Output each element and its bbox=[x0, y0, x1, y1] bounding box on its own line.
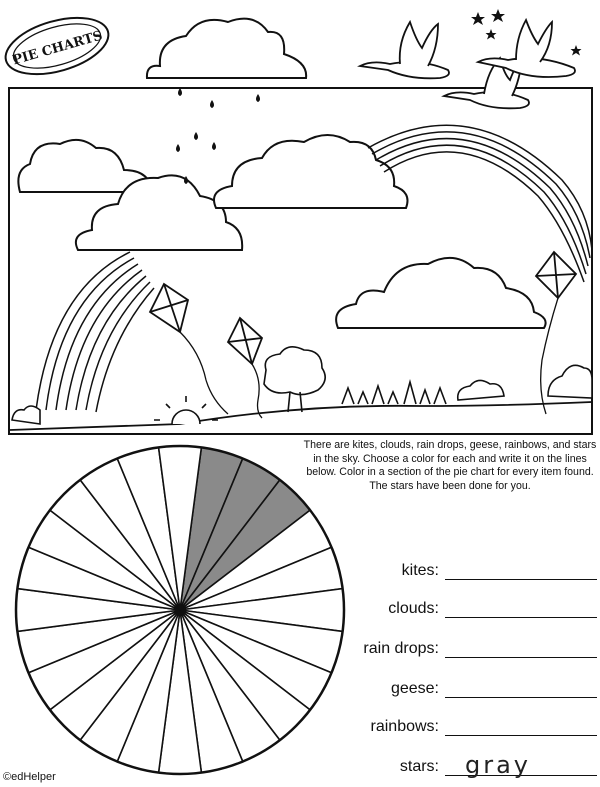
goose-wing bbox=[400, 22, 438, 66]
answer-line-rain-drops[interactable] bbox=[445, 637, 597, 658]
answer-line-geese[interactable] bbox=[445, 677, 597, 698]
pie-charts-badge bbox=[0, 7, 115, 84]
badge-title: PIE CHARTS bbox=[11, 28, 105, 69]
pie-slices bbox=[16, 446, 344, 774]
answer-line-clouds[interactable] bbox=[445, 597, 597, 618]
star bbox=[471, 12, 485, 25]
star bbox=[491, 9, 505, 22]
answer-row-rain-drops bbox=[337, 636, 597, 658]
answer-value-stars: gray bbox=[465, 751, 532, 779]
answer-label-clouds: clouds: bbox=[388, 600, 439, 617]
answer-label-kites: kites: bbox=[401, 562, 439, 579]
instructions-text: There are kites, clouds, rain drops, geese, rainbows, and stars in the sky. Choose a color for each and write it on the lines below. Color in a section of the pie chart for every item found. The stars have been done for you. bbox=[303, 439, 597, 492]
answer-label-stars: stars: bbox=[399, 758, 439, 775]
answer-line-stars[interactable] bbox=[445, 751, 597, 779]
answer-row-kites bbox=[337, 558, 597, 580]
pie-chart bbox=[10, 440, 350, 780]
answer-row-rainbows bbox=[337, 714, 597, 736]
answer-line-kites[interactable] bbox=[445, 559, 597, 580]
answer-row-clouds bbox=[337, 596, 597, 618]
cloud-top bbox=[147, 19, 306, 78]
answer-row-stars bbox=[337, 751, 597, 779]
copyright-notice: ©edHelper bbox=[3, 771, 56, 783]
goose bbox=[360, 22, 449, 78]
answer-row-geese bbox=[337, 676, 597, 698]
goose-body bbox=[360, 62, 449, 78]
star bbox=[571, 45, 582, 56]
star bbox=[486, 29, 497, 40]
answer-label-rainbows: rainbows: bbox=[370, 718, 439, 735]
answer-label-geese: geese: bbox=[390, 680, 439, 697]
goose-wing bbox=[516, 20, 552, 62]
answer-label-rain-drops: rain drops: bbox=[363, 640, 439, 657]
answer-line-rainbows[interactable] bbox=[445, 715, 597, 736]
